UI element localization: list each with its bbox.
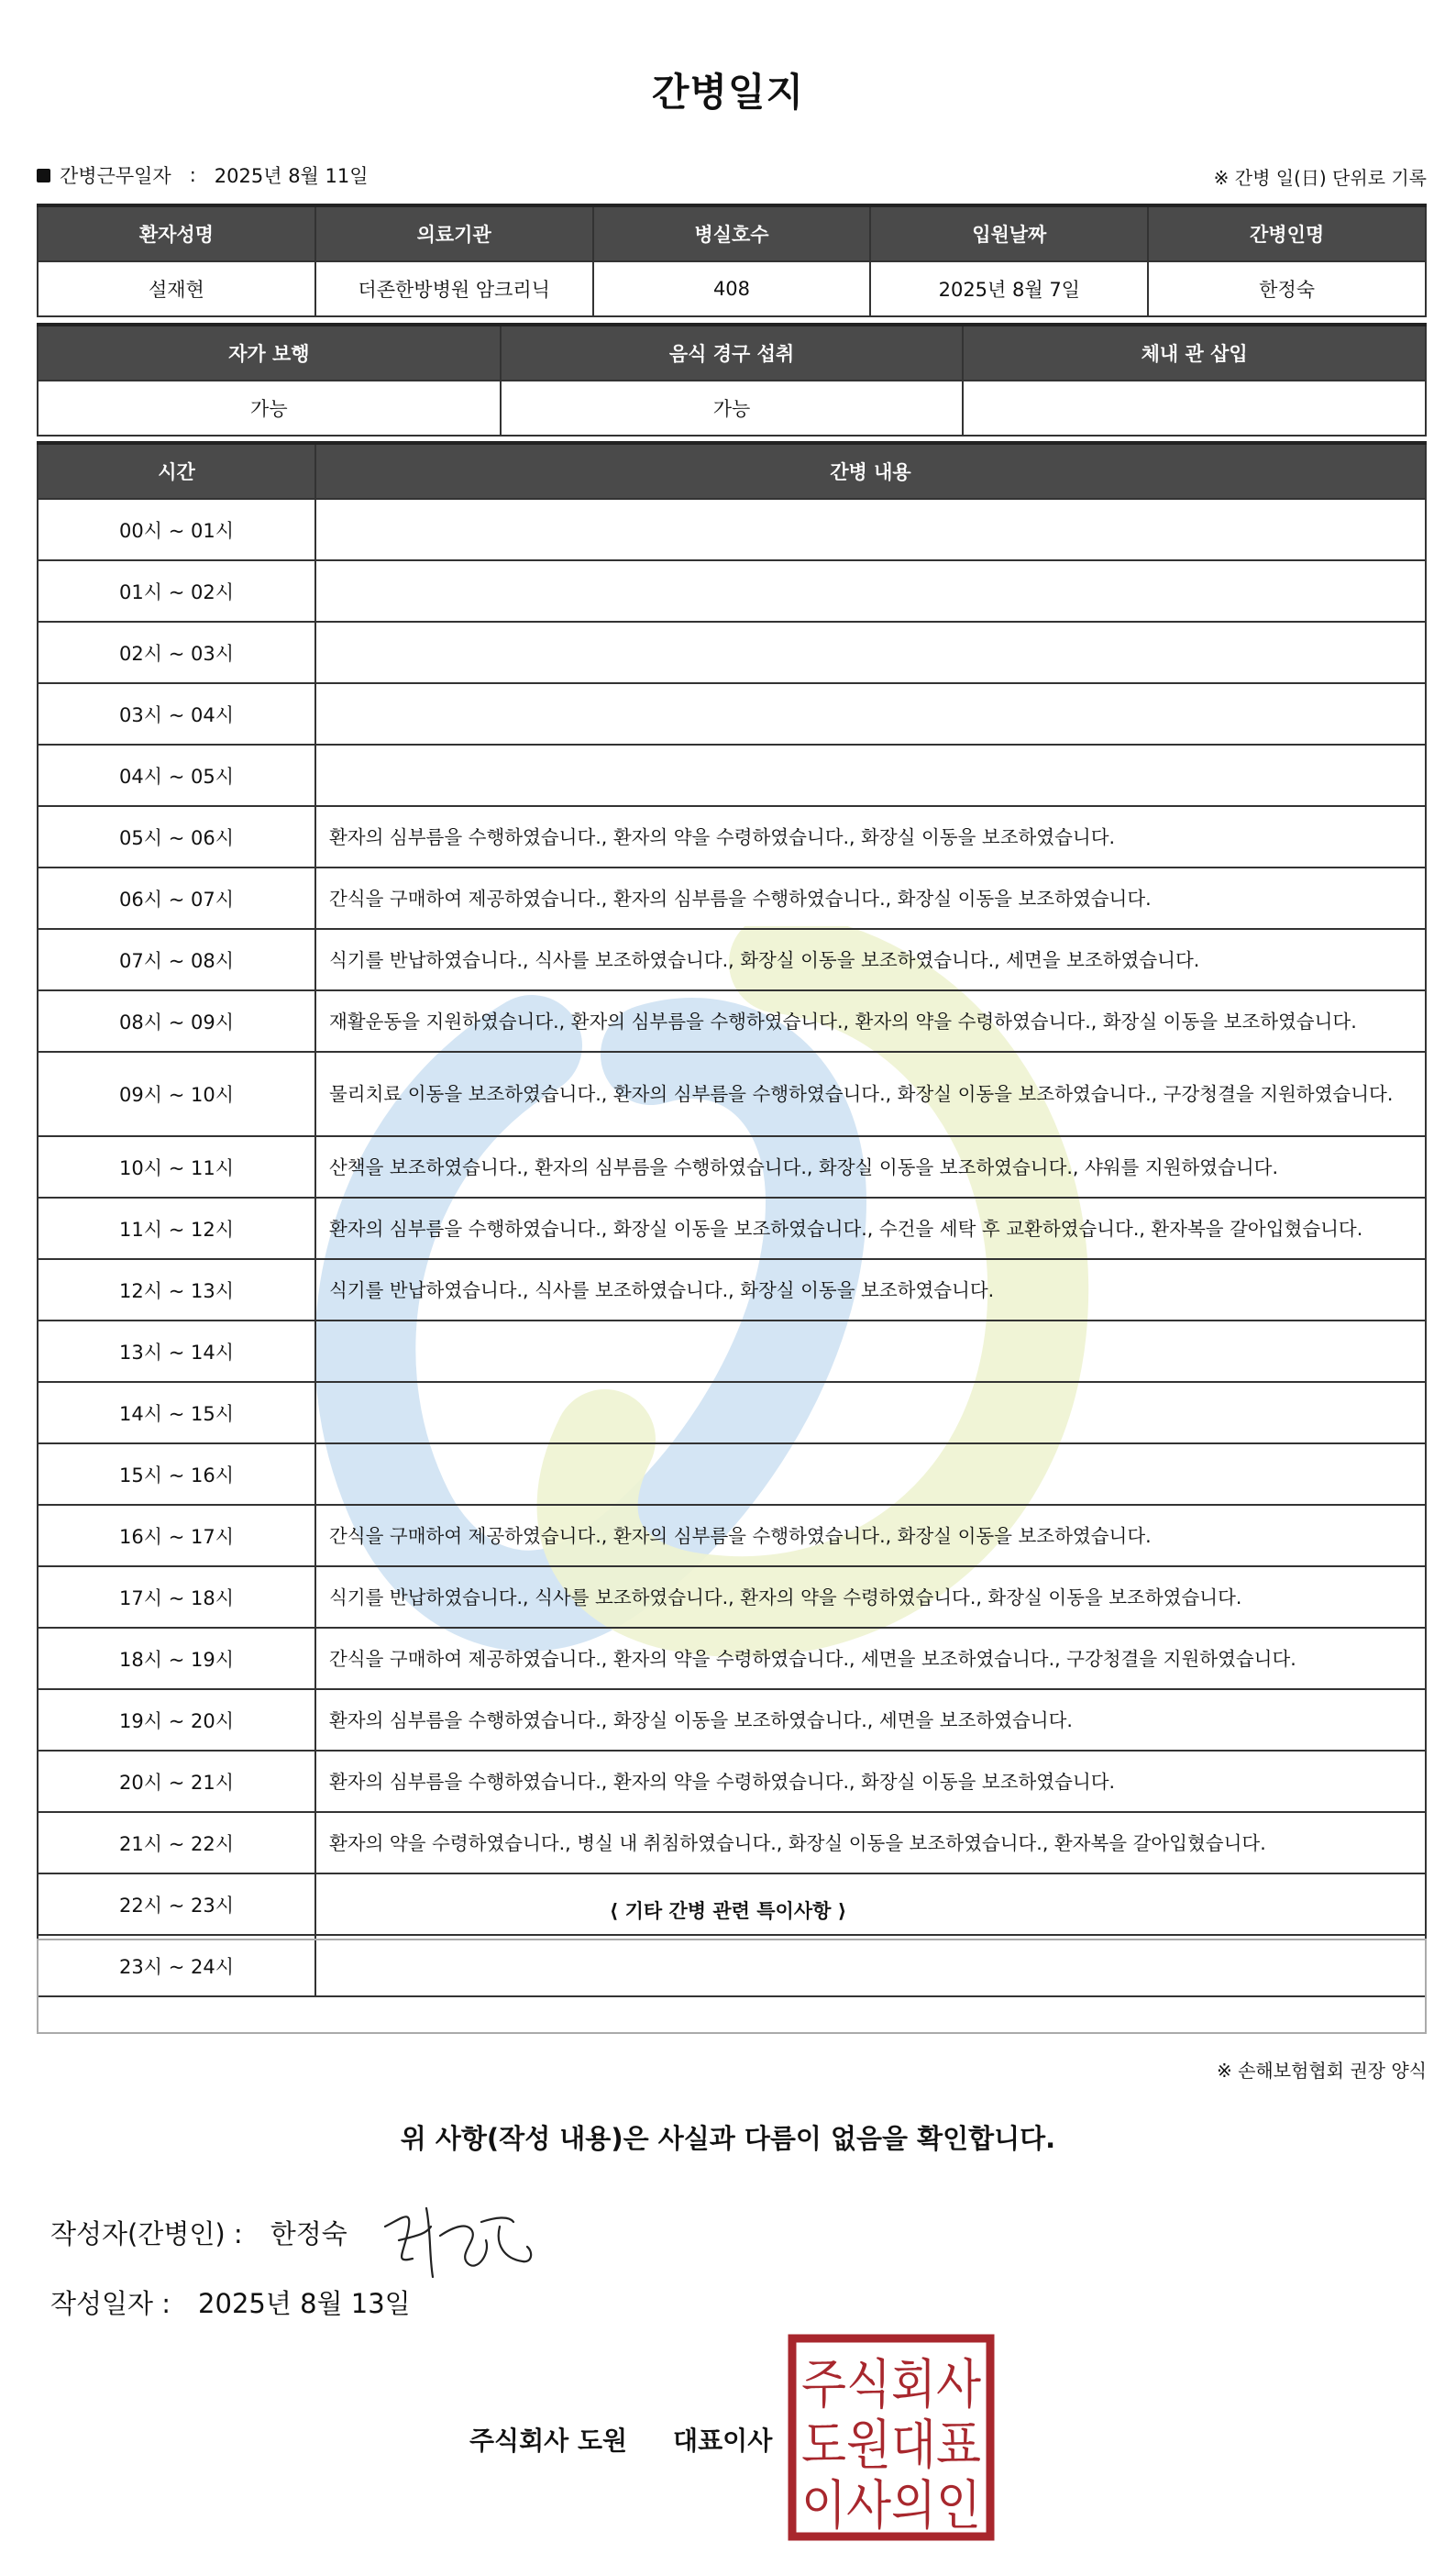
header-caregiver-name: 간병인명 — [1148, 205, 1426, 261]
svg-text:주식회사: 주식회사 — [801, 2353, 981, 2415]
log-time: 15시 ~ 16시 — [38, 1443, 315, 1505]
svg-text:도원대표: 도원대표 — [801, 2414, 981, 2476]
log-time: 09시 ~ 10시 — [38, 1052, 315, 1136]
header-tube-insertion: 체내 관 삽입 — [963, 325, 1426, 381]
patient-info-table — [37, 204, 1427, 317]
hourly-care-log-table — [37, 441, 1427, 1997]
log-content: 간식을 구매하여 제공하였습니다., 환자의 심부름을 수행하였습니다., 화장실 이동을 보조하였습니다. — [315, 1505, 1426, 1566]
table-row — [38, 1052, 1426, 1136]
log-time: 17시 ~ 18시 — [38, 1566, 315, 1628]
company-line — [469, 2421, 772, 2458]
work-date-line — [37, 161, 369, 189]
patient-info-header-row — [38, 205, 1426, 261]
table-row — [38, 1259, 1426, 1321]
header-oral-intake: 음식 경구 섭취 — [501, 325, 964, 381]
header-care-content: 간병 내용 — [315, 443, 1426, 499]
ability-header-row — [38, 325, 1426, 381]
log-content: 재활운동을 지원하였습니다., 환자의 심부름을 수행하였습니다., 환자의 약을 수령하였습니다., 화장실 이동을 보조하였습니다. — [315, 990, 1426, 1052]
log-time: 10시 ~ 11시 — [38, 1136, 315, 1198]
log-time: 04시 ~ 05시 — [38, 745, 315, 806]
log-content — [315, 560, 1426, 622]
header-patient-name: 환자성명 — [38, 205, 315, 261]
table-row — [38, 1321, 1426, 1382]
bullet-square-icon — [37, 169, 50, 182]
written-date-value: 2025년 8월 13일 — [198, 2288, 411, 2319]
log-time: 00시 ~ 01시 — [38, 499, 315, 560]
writer-label: 작성자(간병인) : — [50, 2218, 243, 2249]
header-time: 시간 — [38, 443, 315, 499]
table-row — [38, 499, 1426, 560]
recommend-note: ※ 손해보험협회 권장 양식 — [1216, 2060, 1427, 2082]
table-row — [38, 868, 1426, 929]
header-room-number: 병실호수 — [593, 205, 871, 261]
log-time: 16시 ~ 17시 — [38, 1505, 315, 1566]
table-row — [38, 1136, 1426, 1198]
log-content — [315, 499, 1426, 560]
table-row — [38, 929, 1426, 990]
company-role: 대표이사 — [673, 2426, 773, 2456]
table-row — [38, 1505, 1426, 1566]
log-time: 06시 ~ 07시 — [38, 868, 315, 929]
log-header-row — [38, 443, 1426, 499]
hospital-name: 더존한방병원 암크리닉 — [315, 261, 593, 316]
oral-intake-value: 가능 — [501, 381, 964, 436]
confirmation-statement: 위 사항(작성 내용)은 사실과 다름이 없음을 확인합니다. — [400, 2123, 1056, 2154]
header-admission-date: 입원날짜 — [870, 205, 1148, 261]
log-content: 산책을 보조하였습니다., 환자의 심부름을 수행하였습니다., 화장실 이동을 보조하였습니다., 샤워를 지원하였습니다. — [315, 1136, 1426, 1198]
table-row — [38, 1812, 1426, 1873]
table-row — [38, 1566, 1426, 1628]
log-time: 20시 ~ 21시 — [38, 1751, 315, 1812]
log-content: 식기를 반납하였습니다., 식사를 보조하였습니다., 화장실 이동을 보조하였습니다., 세면을 보조하였습니다. — [315, 929, 1426, 990]
log-content: 환자의 심부름을 수행하였습니다., 환자의 약을 수령하였습니다., 화장실 이동을 보조하였습니다. — [315, 1751, 1426, 1812]
table-row — [38, 1751, 1426, 1812]
written-date-line — [50, 2283, 411, 2321]
log-content: 식기를 반납하였습니다., 식사를 보조하였습니다., 환자의 약을 수령하였습니다., 화장실 이동을 보조하였습니다. — [315, 1566, 1426, 1628]
log-time: 11시 ~ 12시 — [38, 1198, 315, 1259]
log-content — [315, 683, 1426, 745]
log-content: 간식을 구매하여 제공하였습니다., 환자의 심부름을 수행하였습니다., 화장실 이동을 보조하였습니다. — [315, 868, 1426, 929]
patient-name: 설재현 — [38, 261, 315, 316]
handwritten-signature — [376, 2190, 541, 2291]
log-time: 07시 ~ 08시 — [38, 929, 315, 990]
work-date-value: 2025년 8월 11일 — [214, 165, 369, 187]
log-time: 21시 ~ 22시 — [38, 1812, 315, 1873]
table-row — [38, 806, 1426, 868]
log-content — [315, 1382, 1426, 1443]
work-date-label: 간병근무일자 — [60, 165, 171, 187]
document-title: 간병일지 — [651, 70, 805, 115]
writer-name: 한정숙 — [270, 2218, 347, 2249]
ability-value-row — [38, 381, 1426, 436]
log-content — [315, 1443, 1426, 1505]
header-hospital: 의료기관 — [315, 205, 593, 261]
log-time: 02시 ~ 03시 — [38, 622, 315, 683]
remarks-title: ⟨ 기타 간병 관련 특이사항 ⟩ — [609, 1900, 847, 1922]
log-content: 환자의 심부름을 수행하였습니다., 화장실 이동을 보조하였습니다., 수건을 세탁 후 교환하였습니다., 환자복을 갈아입혔습니다. — [315, 1198, 1426, 1259]
tube-insertion-value — [963, 381, 1426, 436]
work-date-separator: : — [189, 164, 196, 186]
table-row — [38, 622, 1426, 683]
table-row — [38, 1443, 1426, 1505]
admission-date: 2025년 8월 7일 — [870, 261, 1148, 316]
log-time: 13시 ~ 14시 — [38, 1321, 315, 1382]
table-row — [38, 560, 1426, 622]
log-time: 12시 ~ 13시 — [38, 1259, 315, 1321]
log-content — [315, 745, 1426, 806]
header-self-walking: 자가 보행 — [38, 325, 501, 381]
log-content: 간식을 구매하여 제공하였습니다., 환자의 약을 수령하였습니다., 세면을 보조하였습니다., 구강청결을 지원하였습니다. — [315, 1628, 1426, 1689]
table-row — [38, 683, 1426, 745]
self-walking-value: 가능 — [38, 381, 501, 436]
svg-text:이사의인: 이사의인 — [801, 2474, 981, 2536]
unit-note: ※ 간병 일(日) 단위로 기록 — [1213, 167, 1427, 189]
table-row — [38, 1382, 1426, 1443]
log-time: 18시 ~ 19시 — [38, 1628, 315, 1689]
log-content: 물리치료 이동을 보조하였습니다., 환자의 심부름을 수행하였습니다., 화장실 이동을 보조하였습니다., 구강청결을 지원하였습니다. — [315, 1052, 1426, 1136]
log-time: 14시 ~ 15시 — [38, 1382, 315, 1443]
log-time: 05시 ~ 06시 — [38, 806, 315, 868]
log-time: 03시 ~ 04시 — [38, 683, 315, 745]
log-content: 환자의 심부름을 수행하였습니다., 화장실 이동을 보조하였습니다., 세면을 보조하였습니다. — [315, 1689, 1426, 1751]
table-row — [38, 1198, 1426, 1259]
patient-info-value-row — [38, 261, 1426, 316]
log-content: 환자의 약을 수령하였습니다., 병실 내 취침하였습니다., 화장실 이동을 보조하였습니다., 환자복을 갈아입혔습니다. — [315, 1812, 1426, 1873]
log-content: 식기를 반납하였습니다., 식사를 보조하였습니다., 화장실 이동을 보조하였습니다. — [315, 1259, 1426, 1321]
log-content — [315, 622, 1426, 683]
log-time: 08시 ~ 09시 — [38, 990, 315, 1052]
table-row — [38, 745, 1426, 806]
table-row — [38, 990, 1426, 1052]
caregiver-name: 한정숙 — [1148, 261, 1426, 316]
written-date-label: 작성일자 : — [50, 2288, 171, 2319]
log-time: 01시 ~ 02시 — [38, 560, 315, 622]
table-row — [38, 1689, 1426, 1751]
log-content: 환자의 심부름을 수행하였습니다., 환자의 약을 수령하였습니다., 화장실 이동을 보조하였습니다. — [315, 806, 1426, 868]
log-time: 23시 ~ 24시 — [38, 1935, 315, 1996]
company-seal-stamp — [787, 2333, 996, 2542]
remarks-box — [37, 1939, 1427, 2034]
writer-line — [50, 2214, 347, 2251]
log-time: 22시 ~ 23시 — [38, 1873, 315, 1935]
company-name: 주식회사 도원 — [469, 2426, 628, 2456]
patient-ability-table — [37, 323, 1427, 437]
log-content — [315, 1321, 1426, 1382]
log-time: 19시 ~ 20시 — [38, 1689, 315, 1751]
room-number: 408 — [593, 261, 871, 316]
table-row — [38, 1628, 1426, 1689]
